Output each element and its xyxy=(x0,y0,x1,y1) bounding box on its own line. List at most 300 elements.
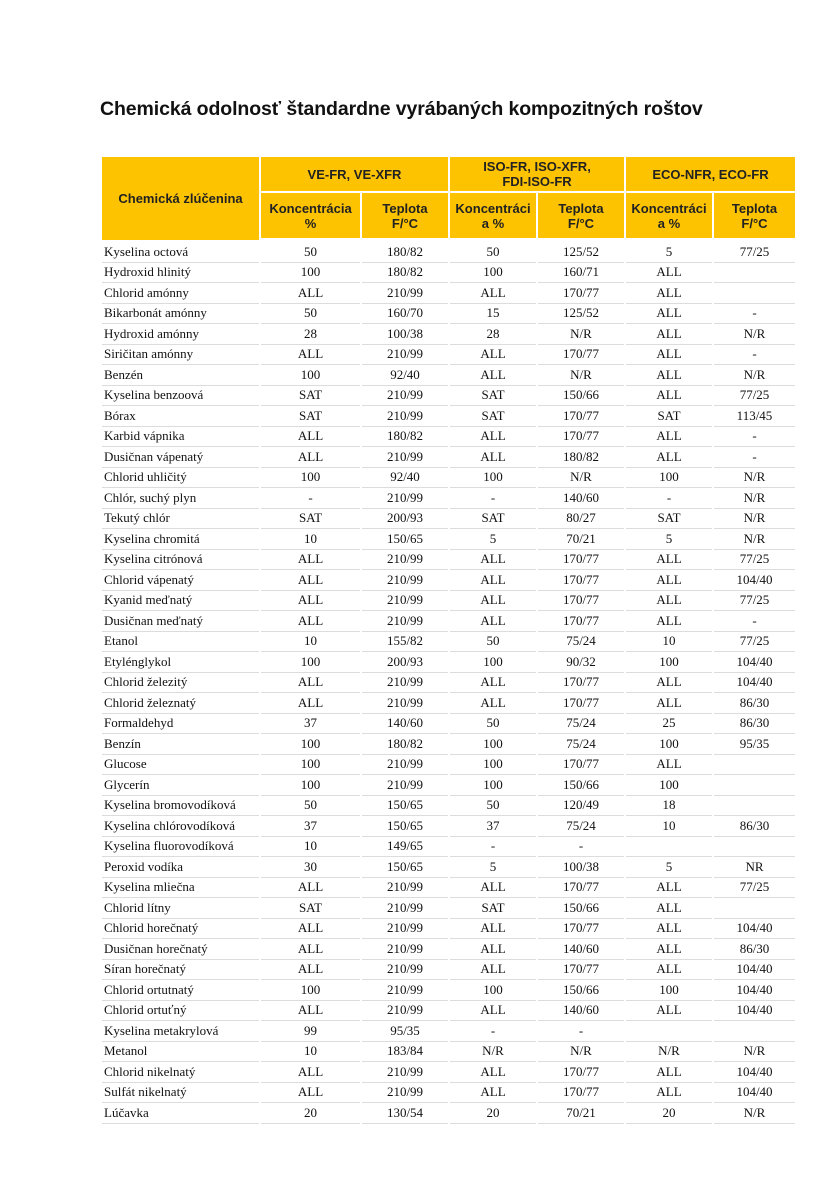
compound-name-cell: Siričitan amónny xyxy=(102,345,259,366)
ve-temperature-cell: 210/99 xyxy=(362,447,448,468)
eco-concentration-cell: ALL xyxy=(626,550,712,571)
compound-name-cell: Dusičnan horečnatý xyxy=(102,939,259,960)
eco-temperature-cell: N/R xyxy=(714,468,795,489)
table-row xyxy=(102,878,795,899)
table-row xyxy=(102,345,795,366)
compound-name-cell: Glucose xyxy=(102,755,259,776)
iso-temperature-header: Teplota F/°C xyxy=(538,193,624,242)
iso-concentration-cell: - xyxy=(450,837,536,858)
ve-temperature-cell: 95/35 xyxy=(362,1021,448,1042)
eco-concentration-cell: ALL xyxy=(626,427,712,448)
eco-temperature-header: Teplota F/°C xyxy=(714,193,795,242)
eco-concentration-cell: ALL xyxy=(626,898,712,919)
iso-concentration-cell: ALL xyxy=(450,1062,536,1083)
eco-temperature-cell: 77/25 xyxy=(714,632,795,653)
iso-concentration-cell: 37 xyxy=(450,816,536,837)
ve-concentration-cell: ALL xyxy=(261,878,360,899)
eco-temperature-cell: N/R xyxy=(714,324,795,345)
table-row xyxy=(102,304,795,325)
eco-temperature-cell: - xyxy=(714,611,795,632)
compound-name-cell: Bikarbonát amónny xyxy=(102,304,259,325)
iso-temperature-cell: 170/77 xyxy=(538,591,624,612)
ve-concentration-cell: ALL xyxy=(261,673,360,694)
eco-concentration-cell: ALL xyxy=(626,1001,712,1022)
eco-temperature-cell: 113/45 xyxy=(714,406,795,427)
compound-name-cell: Chlorid nikelnatý xyxy=(102,1062,259,1083)
ve-concentration-cell: 50 xyxy=(261,304,360,325)
iso-temperature-cell: 150/66 xyxy=(538,386,624,407)
ve-temperature-cell: 150/65 xyxy=(362,796,448,817)
compound-name-cell: Síran horečnatý xyxy=(102,960,259,981)
eco-concentration-cell: N/R xyxy=(626,1042,712,1063)
eco-concentration-cell: 5 xyxy=(626,857,712,878)
ve-temperature-cell: 160/70 xyxy=(362,304,448,325)
table-row xyxy=(102,468,795,489)
eco-concentration-cell: ALL xyxy=(626,324,712,345)
iso-temperature-cell: 140/60 xyxy=(538,488,624,509)
compound-name-cell: Metanol xyxy=(102,1042,259,1063)
compound-name-cell: Etanol xyxy=(102,632,259,653)
ve-concentration-header: Koncentrácia % xyxy=(261,193,360,242)
iso-temperature-cell: 140/60 xyxy=(538,1001,624,1022)
compound-name-cell: Benzín xyxy=(102,734,259,755)
iso-concentration-cell: 100 xyxy=(450,775,536,796)
ve-temperature-cell: 92/40 xyxy=(362,468,448,489)
table-row xyxy=(102,775,795,796)
iso-temperature-cell: 170/77 xyxy=(538,960,624,981)
table-row xyxy=(102,1021,795,1042)
compound-name-cell: Kyselina metakrylová xyxy=(102,1021,259,1042)
ve-temperature-cell: 183/84 xyxy=(362,1042,448,1063)
eco-temperature-cell: 104/40 xyxy=(714,1083,795,1104)
ve-temperature-cell: 150/65 xyxy=(362,857,448,878)
ve-concentration-cell: ALL xyxy=(261,591,360,612)
compound-name-cell: Kyanid meďnatý xyxy=(102,591,259,612)
eco-temperature-cell: 104/40 xyxy=(714,1001,795,1022)
eco-temperature-cell: 86/30 xyxy=(714,939,795,960)
compound-name-cell: Chlorid vápenatý xyxy=(102,570,259,591)
ve-temperature-cell: 210/99 xyxy=(362,980,448,1001)
iso-concentration-cell: 100 xyxy=(450,468,536,489)
ve-concentration-cell: 100 xyxy=(261,468,360,489)
iso-temperature-cell: 170/77 xyxy=(538,345,624,366)
ve-concentration-cell: 37 xyxy=(261,816,360,837)
ve-temperature-cell: 210/99 xyxy=(362,960,448,981)
iso-temperature-cell: N/R xyxy=(538,365,624,386)
eco-temperature-cell: - xyxy=(714,304,795,325)
ve-temperature-cell: 210/99 xyxy=(362,570,448,591)
compound-name-cell: Chlorid ortuťný xyxy=(102,1001,259,1022)
ve-concentration-cell: ALL xyxy=(261,570,360,591)
ve-temperature-cell: 210/99 xyxy=(362,898,448,919)
iso-concentration-cell: ALL xyxy=(450,427,536,448)
ve-temperature-cell: 92/40 xyxy=(362,365,448,386)
iso-concentration-cell: 100 xyxy=(450,980,536,1001)
iso-temperature-cell: - xyxy=(538,837,624,858)
iso-temperature-cell: 80/27 xyxy=(538,509,624,530)
table-row xyxy=(102,796,795,817)
iso-temperature-cell: 170/77 xyxy=(538,427,624,448)
compound-name-cell: Glycerín xyxy=(102,775,259,796)
table-row xyxy=(102,1042,795,1063)
ve-concentration-cell: ALL xyxy=(261,447,360,468)
ve-temperature-cell: 210/99 xyxy=(362,283,448,304)
eco-concentration-cell: ALL xyxy=(626,878,712,899)
iso-concentration-cell: ALL xyxy=(450,447,536,468)
compound-name-cell: Chlorid ortutnatý xyxy=(102,980,259,1001)
iso-concentration-cell: - xyxy=(450,488,536,509)
ve-concentration-cell: 50 xyxy=(261,796,360,817)
iso-temperature-cell: 75/24 xyxy=(538,816,624,837)
compound-name-cell: Hydroxid hlinitý xyxy=(102,263,259,284)
ve-concentration-cell: ALL xyxy=(261,1083,360,1104)
compound-name-cell: Chlorid železitý xyxy=(102,673,259,694)
ve-concentration-cell: SAT xyxy=(261,898,360,919)
eco-temperature-cell: 104/40 xyxy=(714,673,795,694)
table-row xyxy=(102,365,795,386)
iso-temperature-cell: 170/77 xyxy=(538,693,624,714)
ve-concentration-cell: 99 xyxy=(261,1021,360,1042)
iso-temperature-cell: N/R xyxy=(538,1042,624,1063)
eco-temperature-cell: 104/40 xyxy=(714,980,795,1001)
ve-temperature-cell: 100/38 xyxy=(362,324,448,345)
iso-concentration-cell: ALL xyxy=(450,693,536,714)
iso-concentration-cell: ALL xyxy=(450,1001,536,1022)
eco-temperature-cell: N/R xyxy=(714,365,795,386)
table-row xyxy=(102,529,795,550)
ve-temperature-cell: 210/99 xyxy=(362,1083,448,1104)
eco-temperature-cell: - xyxy=(714,427,795,448)
iso-concentration-cell: N/R xyxy=(450,1042,536,1063)
eco-temperature-cell xyxy=(714,837,795,858)
iso-temperature-cell: 125/52 xyxy=(538,304,624,325)
ve-temperature-cell: 210/99 xyxy=(362,939,448,960)
eco-concentration-cell: ALL xyxy=(626,386,712,407)
ve-temperature-cell: 200/93 xyxy=(362,652,448,673)
eco-temperature-cell: N/R xyxy=(714,509,795,530)
iso-concentration-cell: ALL xyxy=(450,550,536,571)
eco-concentration-cell: ALL xyxy=(626,960,712,981)
ve-concentration-cell: 100 xyxy=(261,980,360,1001)
eco-concentration-cell: ALL xyxy=(626,1083,712,1104)
compound-name-cell: Dusičnan meďnatý xyxy=(102,611,259,632)
ve-concentration-cell: 100 xyxy=(261,652,360,673)
eco-temperature-cell: NR xyxy=(714,857,795,878)
ve-concentration-cell: 100 xyxy=(261,365,360,386)
iso-temperature-cell: 140/60 xyxy=(538,939,624,960)
ve-concentration-cell: 10 xyxy=(261,632,360,653)
compound-name-cell: Chlorid lítny xyxy=(102,898,259,919)
ve-temperature-cell: 210/99 xyxy=(362,345,448,366)
ve-temperature-cell: 210/99 xyxy=(362,386,448,407)
iso-temperature-cell: 75/24 xyxy=(538,734,624,755)
compound-name-cell: Etylénglykol xyxy=(102,652,259,673)
table-row xyxy=(102,939,795,960)
iso-concentration-cell: ALL xyxy=(450,365,536,386)
iso-concentration-cell: SAT xyxy=(450,898,536,919)
ve-temperature-header: Teplota F/°C xyxy=(362,193,448,242)
table-row xyxy=(102,837,795,858)
table-row xyxy=(102,242,795,263)
iso-concentration-cell: 5 xyxy=(450,529,536,550)
eco-concentration-cell: 25 xyxy=(626,714,712,735)
iso-concentration-cell: ALL xyxy=(450,591,536,612)
compound-name-cell: Chlorid železnatý xyxy=(102,693,259,714)
eco-concentration-cell: - xyxy=(626,488,712,509)
compound-name-cell: Bórax xyxy=(102,406,259,427)
eco-concentration-cell: ALL xyxy=(626,570,712,591)
eco-temperature-cell: 77/25 xyxy=(714,550,795,571)
eco-temperature-cell xyxy=(714,898,795,919)
compound-name-cell: Sulfát nikelnatý xyxy=(102,1083,259,1104)
iso-temperature-cell: 180/82 xyxy=(538,447,624,468)
iso-temperature-cell: 70/21 xyxy=(538,1103,624,1124)
compound-name-cell: Kyselina octová xyxy=(102,242,259,263)
ve-concentration-cell: ALL xyxy=(261,550,360,571)
iso-concentration-cell: SAT xyxy=(450,406,536,427)
iso-temperature-cell: - xyxy=(538,1021,624,1042)
eco-concentration-cell: 20 xyxy=(626,1103,712,1124)
eco-temperature-cell: 77/25 xyxy=(714,386,795,407)
eco-temperature-cell: 104/40 xyxy=(714,1062,795,1083)
table-row xyxy=(102,1103,795,1124)
compound-name-cell: Dusičnan vápenatý xyxy=(102,447,259,468)
iso-temperature-cell: 170/77 xyxy=(538,755,624,776)
ve-concentration-cell: ALL xyxy=(261,939,360,960)
eco-concentration-cell: ALL xyxy=(626,919,712,940)
eco-temperature-cell: 104/40 xyxy=(714,652,795,673)
iso-concentration-cell: ALL xyxy=(450,570,536,591)
iso-concentration-cell: ALL xyxy=(450,1083,536,1104)
eco-concentration-cell xyxy=(626,1021,712,1042)
iso-temperature-cell: 170/77 xyxy=(538,550,624,571)
ve-concentration-cell: 100 xyxy=(261,775,360,796)
table-row xyxy=(102,406,795,427)
eco-concentration-cell: 5 xyxy=(626,242,712,263)
iso-concentration-cell: 100 xyxy=(450,263,536,284)
ve-temperature-cell: 210/99 xyxy=(362,591,448,612)
compound-name-cell: Kyselina fluorovodíková xyxy=(102,837,259,858)
ve-concentration-cell: 28 xyxy=(261,324,360,345)
compound-name-cell: Chlorid amónny xyxy=(102,283,259,304)
eco-concentration-cell: ALL xyxy=(626,755,712,776)
iso-temperature-cell: 170/77 xyxy=(538,1083,624,1104)
iso-temperature-cell: 90/32 xyxy=(538,652,624,673)
iso-temperature-cell: 170/77 xyxy=(538,283,624,304)
eco-temperature-cell: N/R xyxy=(714,488,795,509)
ve-concentration-cell: ALL xyxy=(261,611,360,632)
iso-temperature-cell: 170/77 xyxy=(538,611,624,632)
ve-concentration-cell: 30 xyxy=(261,857,360,878)
ve-concentration-cell: ALL xyxy=(261,283,360,304)
eco-temperature-cell: - xyxy=(714,447,795,468)
ve-temperature-cell: 180/82 xyxy=(362,734,448,755)
iso-temperature-cell: 150/66 xyxy=(538,775,624,796)
table-row xyxy=(102,755,795,776)
iso-concentration-cell: SAT xyxy=(450,509,536,530)
ve-concentration-cell: ALL xyxy=(261,427,360,448)
table-row xyxy=(102,1083,795,1104)
eco-concentration-cell xyxy=(626,837,712,858)
iso-temperature-cell: 70/21 xyxy=(538,529,624,550)
eco-temperature-cell: 86/30 xyxy=(714,816,795,837)
eco-concentration-cell: ALL xyxy=(626,611,712,632)
iso-concentration-cell: ALL xyxy=(450,345,536,366)
iso-temperature-cell: 75/24 xyxy=(538,714,624,735)
eco-concentration-cell: ALL xyxy=(626,447,712,468)
group-header-eco: ECO-NFR, ECO-FR xyxy=(626,157,795,193)
compound-name-cell: Kyselina bromovodíková xyxy=(102,796,259,817)
ve-concentration-cell: ALL xyxy=(261,1062,360,1083)
eco-temperature-cell: 104/40 xyxy=(714,960,795,981)
chemical-resistance-table xyxy=(100,157,797,1124)
compound-column-header: Chemická zlúčenina xyxy=(102,157,259,242)
compound-name-cell: Formaldehyd xyxy=(102,714,259,735)
table-row xyxy=(102,591,795,612)
compound-name-cell: Benzén xyxy=(102,365,259,386)
ve-temperature-cell: 180/82 xyxy=(362,242,448,263)
ve-concentration-cell: 10 xyxy=(261,837,360,858)
compound-name-cell: Chlorid uhličitý xyxy=(102,468,259,489)
iso-temperature-cell: 120/49 xyxy=(538,796,624,817)
iso-temperature-cell: 170/77 xyxy=(538,673,624,694)
eco-temperature-cell xyxy=(714,796,795,817)
compound-name-cell: Peroxid vodíka xyxy=(102,857,259,878)
ve-temperature-cell: 210/99 xyxy=(362,673,448,694)
eco-temperature-cell xyxy=(714,263,795,284)
eco-concentration-cell: 5 xyxy=(626,529,712,550)
iso-concentration-header: Koncentráci a % xyxy=(450,193,536,242)
eco-temperature-cell: N/R xyxy=(714,529,795,550)
table-row xyxy=(102,283,795,304)
iso-concentration-cell: 50 xyxy=(450,796,536,817)
ve-concentration-cell: 20 xyxy=(261,1103,360,1124)
eco-temperature-cell: 104/40 xyxy=(714,919,795,940)
ve-concentration-cell: ALL xyxy=(261,919,360,940)
iso-concentration-cell: ALL xyxy=(450,919,536,940)
iso-concentration-cell: ALL xyxy=(450,878,536,899)
table-row xyxy=(102,550,795,571)
eco-temperature-cell: 95/35 xyxy=(714,734,795,755)
ve-temperature-cell: 150/65 xyxy=(362,529,448,550)
eco-concentration-cell: ALL xyxy=(626,365,712,386)
compound-name-cell: Tekutý chlór xyxy=(102,509,259,530)
ve-concentration-cell: SAT xyxy=(261,386,360,407)
table-row xyxy=(102,611,795,632)
eco-concentration-cell: 100 xyxy=(626,775,712,796)
compound-name-cell: Kyselina mliečna xyxy=(102,878,259,899)
compound-name-cell: Lúčavka xyxy=(102,1103,259,1124)
table-row xyxy=(102,816,795,837)
compound-name-cell: Kyselina citrónová xyxy=(102,550,259,571)
iso-concentration-cell: ALL xyxy=(450,283,536,304)
iso-concentration-cell: SAT xyxy=(450,386,536,407)
iso-concentration-cell: 50 xyxy=(450,242,536,263)
eco-concentration-cell: 100 xyxy=(626,980,712,1001)
iso-concentration-cell: 100 xyxy=(450,734,536,755)
table-row xyxy=(102,1001,795,1022)
eco-concentration-cell: ALL xyxy=(626,283,712,304)
ve-temperature-cell: 200/93 xyxy=(362,509,448,530)
ve-temperature-cell: 210/99 xyxy=(362,878,448,899)
eco-concentration-cell: 10 xyxy=(626,632,712,653)
eco-concentration-header: Koncentráci a % xyxy=(626,193,712,242)
ve-temperature-cell: 210/99 xyxy=(362,1062,448,1083)
ve-temperature-cell: 155/82 xyxy=(362,632,448,653)
ve-concentration-cell: 100 xyxy=(261,734,360,755)
ve-concentration-cell: 100 xyxy=(261,263,360,284)
eco-temperature-cell: 77/25 xyxy=(714,242,795,263)
eco-concentration-cell: SAT xyxy=(626,406,712,427)
eco-temperature-cell: - xyxy=(714,345,795,366)
iso-concentration-cell: 100 xyxy=(450,755,536,776)
group-header-ve: VE-FR, VE-XFR xyxy=(261,157,448,193)
eco-concentration-cell: ALL xyxy=(626,304,712,325)
compound-name-cell: Hydroxid amónny xyxy=(102,324,259,345)
ve-temperature-cell: 210/99 xyxy=(362,406,448,427)
iso-temperature-cell: 160/71 xyxy=(538,263,624,284)
eco-concentration-cell: ALL xyxy=(626,939,712,960)
ve-concentration-cell: 37 xyxy=(261,714,360,735)
ve-temperature-cell: 180/82 xyxy=(362,427,448,448)
ve-temperature-cell: 210/99 xyxy=(362,611,448,632)
ve-temperature-cell: 150/65 xyxy=(362,816,448,837)
eco-concentration-cell: ALL xyxy=(626,591,712,612)
iso-temperature-cell: 170/77 xyxy=(538,406,624,427)
ve-concentration-cell: SAT xyxy=(261,509,360,530)
eco-concentration-cell: 100 xyxy=(626,734,712,755)
iso-temperature-cell: 170/77 xyxy=(538,1062,624,1083)
ve-concentration-cell: 100 xyxy=(261,755,360,776)
compound-name-cell: Chlór, suchý plyn xyxy=(102,488,259,509)
eco-temperature-cell xyxy=(714,775,795,796)
compound-name-cell: Kyselina chromitá xyxy=(102,529,259,550)
eco-concentration-cell: 10 xyxy=(626,816,712,837)
table-row xyxy=(102,386,795,407)
table-row xyxy=(102,324,795,345)
ve-concentration-cell: 10 xyxy=(261,1042,360,1063)
ve-concentration-cell: ALL xyxy=(261,693,360,714)
table-row xyxy=(102,673,795,694)
ve-temperature-cell: 210/99 xyxy=(362,1001,448,1022)
eco-concentration-cell: 18 xyxy=(626,796,712,817)
iso-temperature-cell: 170/77 xyxy=(538,570,624,591)
table-row xyxy=(102,447,795,468)
iso-temperature-cell: 150/66 xyxy=(538,980,624,1001)
eco-temperature-cell: N/R xyxy=(714,1103,795,1124)
compound-name-cell: Kyselina benzoová xyxy=(102,386,259,407)
ve-concentration-cell: ALL xyxy=(261,345,360,366)
iso-temperature-cell: 150/66 xyxy=(538,898,624,919)
table-row xyxy=(102,980,795,1001)
iso-concentration-cell: 50 xyxy=(450,632,536,653)
eco-concentration-cell: 100 xyxy=(626,468,712,489)
ve-temperature-cell: 140/60 xyxy=(362,714,448,735)
ve-temperature-cell: 210/99 xyxy=(362,488,448,509)
eco-temperature-cell: 77/25 xyxy=(714,878,795,899)
table-row xyxy=(102,693,795,714)
ve-concentration-cell: - xyxy=(261,488,360,509)
eco-concentration-cell: SAT xyxy=(626,509,712,530)
iso-temperature-cell: N/R xyxy=(538,324,624,345)
page-title: Chemická odolnosť štandardne vyrábaných kompozitných roštov xyxy=(100,98,703,120)
group-header-iso: ISO-FR, ISO-XFR, FDI-ISO-FR xyxy=(450,157,624,193)
iso-concentration-cell: ALL xyxy=(450,611,536,632)
eco-temperature-cell: 77/25 xyxy=(714,591,795,612)
ve-temperature-cell: 149/65 xyxy=(362,837,448,858)
table-row xyxy=(102,919,795,940)
eco-temperature-cell: 104/40 xyxy=(714,570,795,591)
